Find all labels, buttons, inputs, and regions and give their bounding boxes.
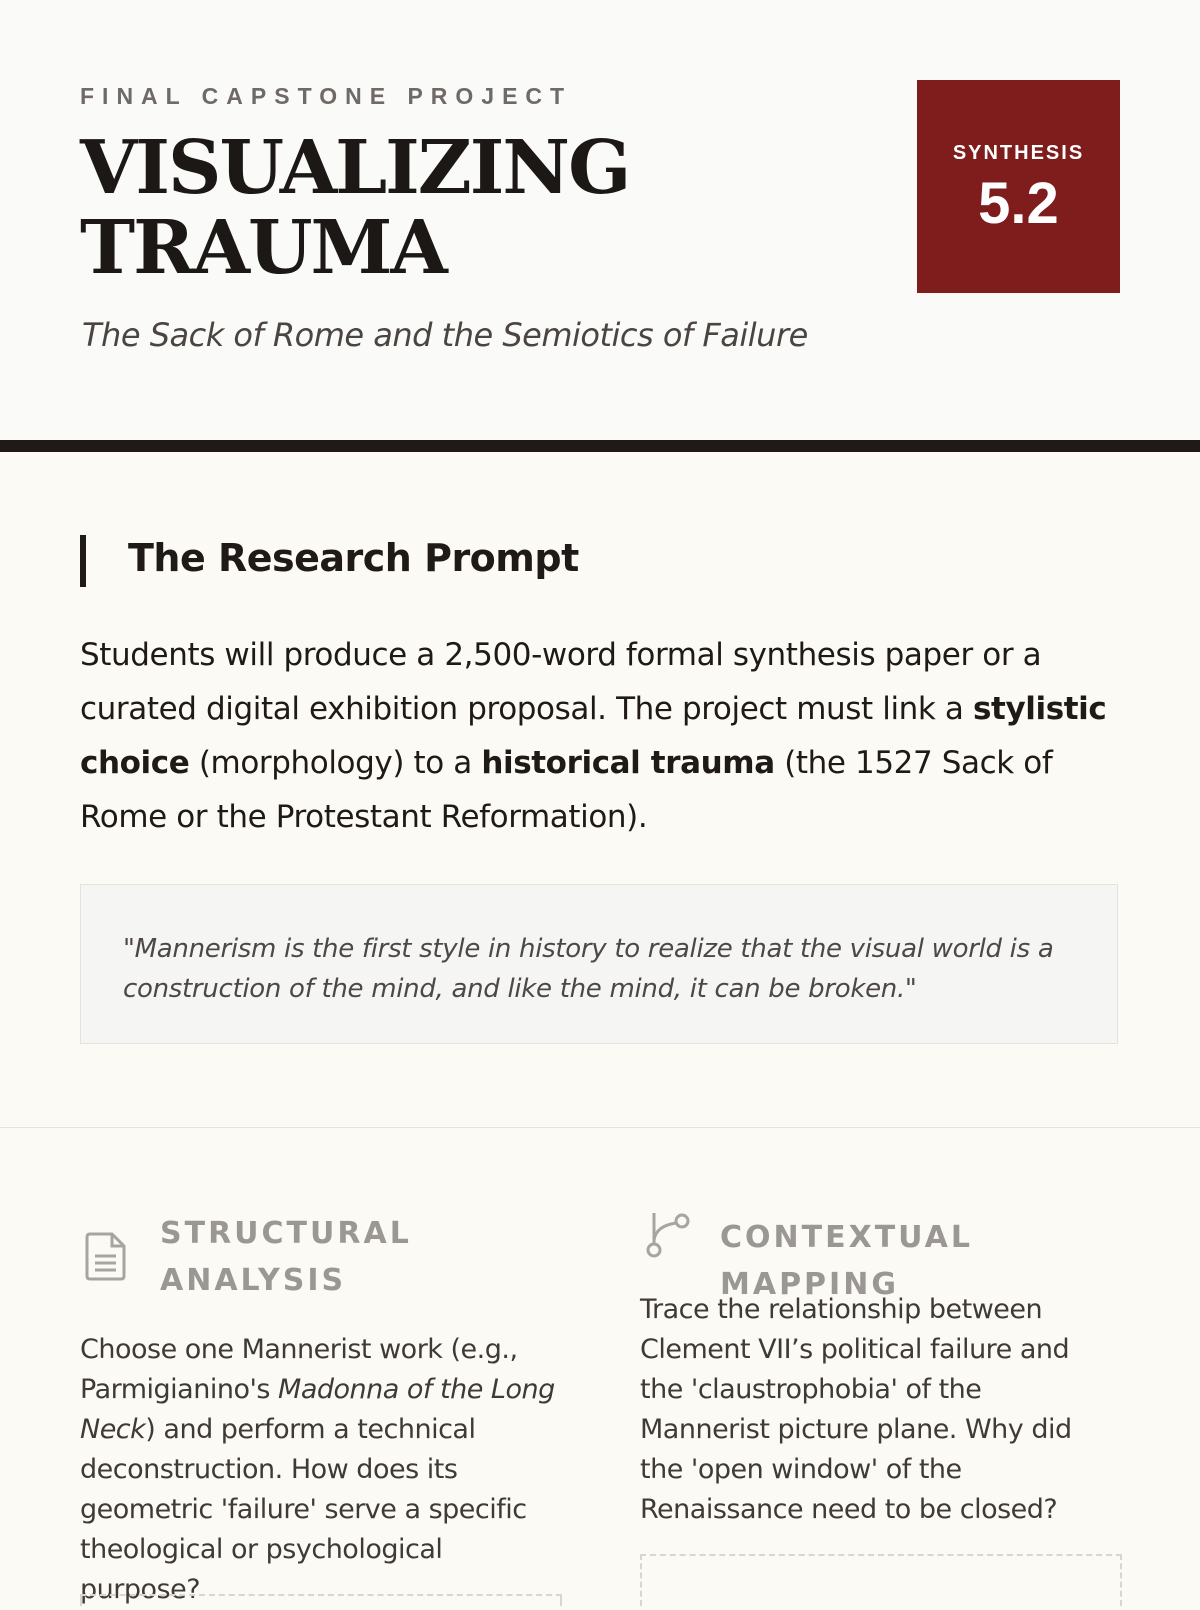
card-placeholder-box: [640, 1554, 1122, 1606]
prompt-bold-stylistic: stylistic choice: [80, 691, 1107, 781]
prompt-paragraph: [80, 628, 1125, 844]
card-placeholder-box: [80, 1594, 562, 1606]
section-divider: [0, 1127, 1200, 1128]
card-title: CONTEXTUAL MAPPING: [720, 1220, 973, 1302]
section-title: The Research Prompt: [128, 536, 579, 580]
card-body-artwork-title: Madonna of the Long Neck: [80, 1374, 555, 1445]
section-accent-bar: [80, 535, 86, 587]
badge-label: SYNTHESIS: [952, 142, 1085, 164]
synthesis-badge: [917, 80, 1120, 293]
prompt-bold-trauma: historical trauma: [481, 745, 775, 781]
branch-icon: [644, 1210, 694, 1265]
title-line-2: TRAUMA: [80, 205, 446, 291]
prompt-text-3: (the 1527 Sack of Rome or the Protestant Reformation).: [80, 745, 1053, 835]
card-title: STRUCTURAL ANALYSIS: [160, 1216, 412, 1298]
eyebrow-label: FINAL CAPSTONE PROJECT: [80, 83, 573, 109]
page-title: [80, 125, 780, 291]
card-body-text-1: Choose one Mannerist work (e.g., Parmigianino's: [80, 1334, 518, 1405]
pull-quote: [80, 884, 1118, 1044]
prompt-text-1: Students will produce a 2,500-word formal synthesis paper or a curated digital exhibition proposal. The project must link a: [80, 637, 1042, 727]
badge-value: 5.2: [978, 171, 1059, 236]
prompt-text-2: (morphology) to a: [189, 745, 482, 781]
page-header: [0, 0, 1200, 452]
title-line-1: VISUALIZING: [80, 125, 630, 211]
document-icon: [84, 1230, 128, 1287]
card-body: [80, 1330, 570, 1610]
quote-text: "Mannerism is the first style in history to realize that the visual world is a construction of the mind, and like the mind, it can be broken.": [123, 934, 1054, 1004]
card-body-text-2: ) and perform a technical deconstruction. How does its geometric 'failure' serve a specific theological or psychological purpose?: [80, 1414, 527, 1605]
card-body: Trace the relationship between Clement VII’s political failure and the 'claustrophobia' of the Mannerist picture plane. Why did the 'open window' of the Renaissance need to be closed?: [640, 1294, 1072, 1525]
page-subtitle: The Sack of Rome and the Semiotics of Failure: [82, 316, 808, 354]
